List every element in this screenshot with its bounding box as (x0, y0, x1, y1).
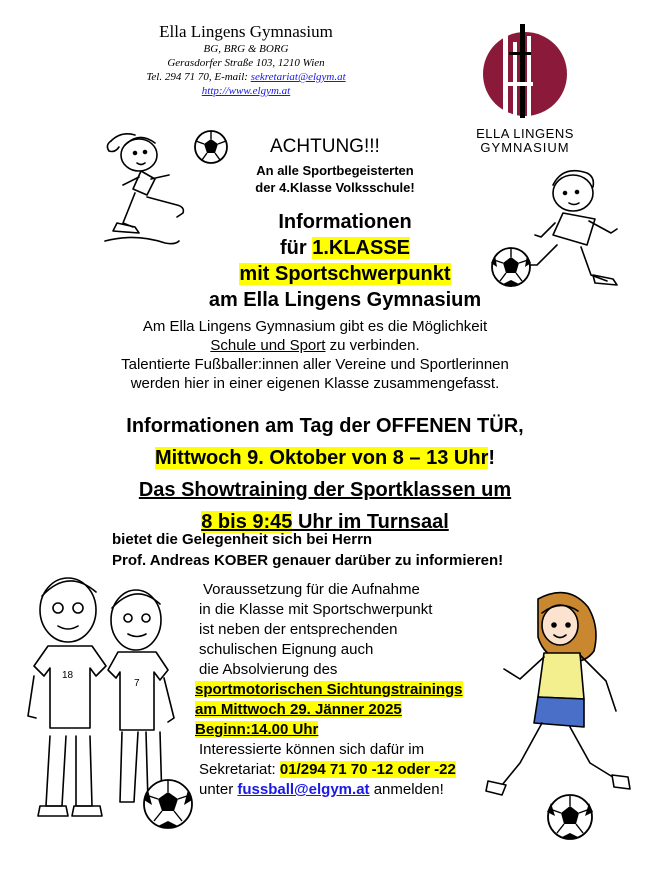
school-header (112, 22, 380, 98)
req-line-5: die Absolvierung des (199, 661, 338, 678)
info-line-4: am Ella Lingens Gymnasium (208, 289, 482, 311)
req-line-2: in die Klasse mit Sportschwerpunkt (199, 601, 433, 618)
info-line-3 (150, 261, 540, 287)
intro-line-3: Talentierte Fußballer:innen aller Vereine und Sportlerinnen (121, 356, 509, 373)
req-line-3: ist neben der entsprechenden (199, 621, 398, 638)
school-type: BG, BRG & BORG (203, 43, 289, 55)
req-line-c (195, 780, 525, 800)
achtung-heading: ACHTUNG!!! (270, 136, 380, 157)
girl-running-illustration (478, 585, 643, 845)
open-day-line-2 (40, 442, 610, 474)
logo-text-line1: ELLA LINGENS (476, 126, 574, 141)
soccer-ball-icon (144, 780, 192, 828)
football-email-link[interactable]: fussball@elgym.at (237, 781, 370, 798)
sichtung-highlight: sportmotorischen Sichtungstrainings (195, 681, 463, 698)
school-logo (465, 22, 585, 155)
audience-text (170, 162, 500, 196)
school-website (112, 84, 380, 98)
school-email-link[interactable]: sekretariat@elgym.at (250, 71, 346, 83)
shirt-number-left: 18 (62, 670, 74, 681)
open-day-line-2-rest: ! (488, 447, 496, 469)
open-day-date-highlight: Mittwoch 9. Oktober von 8 – 13 Uhr (154, 447, 489, 469)
info-line-1: Informationen (278, 211, 412, 233)
req-line-a: Interessierte können sich dafür im (199, 741, 425, 758)
showtraining-time-highlight: 8 bis 9:45 (201, 511, 293, 533)
two-boys-illustration (18, 568, 198, 838)
open-day-line-1: Informationen am Tag der OFFENEN TÜR, (126, 415, 524, 437)
school-website-link[interactable]: http://www.elgym.at (201, 85, 291, 97)
logo-text-line2: GYMNASIUM (480, 140, 570, 155)
contact-teacher-text (112, 529, 503, 571)
school-name: Ella Lingens Gymnasium (159, 22, 333, 41)
open-day-block (40, 410, 610, 538)
req-line-4: schulischen Eignung auch (199, 641, 374, 658)
bietet-line-1: bietet die Gelegenheit sich bei Herrn (112, 531, 373, 548)
sichtung-time-highlight: Beginn:14.00 Uhr (195, 721, 319, 738)
shirt-number-right: 7 (134, 678, 140, 689)
soccer-ball-icon (195, 131, 227, 163)
req-line-b-prefix: Sekretariat: (199, 761, 280, 778)
audience-line-2: der 4.Klasse Volksschule! (255, 180, 415, 195)
req-line-c-rest: anmelden! (369, 781, 444, 798)
info-class-highlight: 1.KLASSE (312, 237, 411, 259)
sichtung-date-highlight: am Mittwoch 29. Jänner 2025 (195, 701, 402, 718)
admission-requirements (195, 580, 525, 800)
req-line-1: Voraussetzung für die Aufnahme (203, 581, 420, 598)
school-address: Gerasdorfer Straße 103, 1210 Wien (167, 57, 325, 69)
info-line-2 (150, 235, 540, 261)
school-contact (112, 70, 380, 84)
intro-line-1: Am Ella Lingens Gymnasium gibt es die Möglichkeit (142, 318, 488, 335)
intro-underlined: Schule und Sport (210, 337, 326, 354)
intro-line-4: werden hier in einer eigenen Klasse zusammengefasst. (130, 375, 500, 392)
info-line-2-prefix: für (279, 237, 313, 259)
open-day-line-3: Das Showtraining der Sportklassen um (138, 479, 512, 501)
info-sport-highlight: mit Sportschwerpunkt (239, 263, 451, 285)
info-heading (150, 209, 540, 313)
audience-line-1: An alle Sportbegeisterten (256, 163, 414, 178)
req-line-c-prefix: unter (199, 781, 238, 798)
intro-line-2 (70, 336, 560, 355)
req-line-b (195, 760, 525, 780)
phone-highlight: 01/294 71 70 -12 oder -22 (279, 761, 456, 778)
intro-paragraph (70, 317, 560, 393)
intro-line-2-rest: zu verbinden. (325, 337, 420, 354)
logo-emblem-icon (465, 22, 585, 122)
school-tel: Tel. 294 71 70, E-mail: (146, 71, 251, 83)
soccer-ball-icon (547, 795, 593, 839)
bietet-line-2: Prof. Andreas KOBER genauer darüber zu informieren! (112, 552, 504, 569)
open-day-line-4-rest: Uhr im Turnsaal (292, 511, 449, 533)
